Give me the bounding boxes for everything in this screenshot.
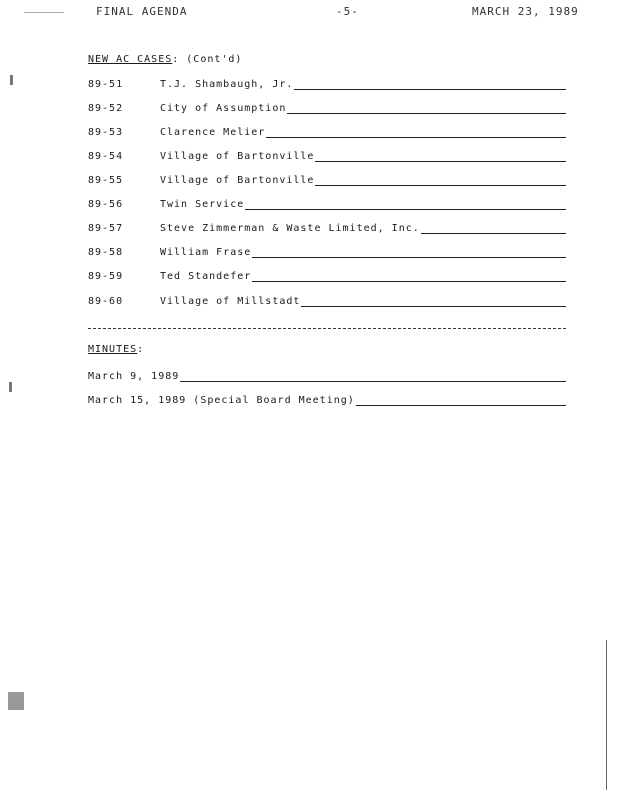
case-number: 89-54 <box>88 151 124 162</box>
blank-line <box>266 127 566 138</box>
blank-line <box>180 371 566 382</box>
minutes-heading-suffix: : <box>137 344 145 355</box>
header-date: MARCH 23, 1989 <box>472 5 579 18</box>
blank-line <box>294 79 566 90</box>
case-number: 89-52 <box>88 103 124 114</box>
new-ac-cases-heading-text: NEW AC CASES <box>88 54 173 65</box>
minutes-row <box>88 368 566 382</box>
case-row <box>88 271 566 285</box>
minutes-entry: March 9, 1989 <box>88 371 180 382</box>
blank-line <box>356 395 566 406</box>
case-name: Twin Service <box>160 199 245 210</box>
minutes-heading-text: MINUTES <box>88 344 138 355</box>
blank-line <box>287 103 566 114</box>
case-name: Clarence Melier <box>160 127 266 138</box>
case-name: T.J. Shambaugh, Jr. <box>160 79 294 90</box>
case-row <box>88 127 566 141</box>
scan-speck <box>10 75 13 85</box>
minutes-heading <box>88 344 144 355</box>
new-ac-cases-heading-suffix: : (Cont'd) <box>172 54 243 65</box>
new-ac-cases-heading <box>88 54 242 65</box>
section-divider <box>88 328 566 329</box>
case-name: Steve Zimmerman & Waste Limited, Inc. <box>160 223 420 234</box>
case-row <box>88 103 566 117</box>
blank-line <box>252 247 566 258</box>
scan-speck <box>8 692 24 710</box>
case-name: City of Assumption <box>160 103 287 114</box>
case-name: Village of Bartonville <box>160 175 315 186</box>
minutes-entry: March 15, 1989 (Special Board Meeting) <box>88 395 355 406</box>
case-number: 89-60 <box>88 296 124 307</box>
case-row <box>88 296 566 310</box>
scan-edge <box>606 640 607 790</box>
blank-line <box>421 223 566 234</box>
blank-line <box>245 199 566 210</box>
case-number: 89-51 <box>88 79 124 90</box>
case-name: Village of Millstadt <box>160 296 301 307</box>
scan-speck <box>24 12 64 13</box>
blank-line <box>315 151 566 162</box>
header-title: FINAL AGENDA <box>96 5 188 18</box>
case-number: 89-59 <box>88 271 124 282</box>
blank-line <box>252 271 566 282</box>
case-number: 89-56 <box>88 199 124 210</box>
blank-line <box>301 296 566 307</box>
blank-line <box>315 175 566 186</box>
case-row <box>88 175 566 189</box>
case-name: Ted Standefer <box>160 271 252 282</box>
case-row <box>88 79 566 93</box>
scan-speck <box>9 382 12 392</box>
case-row <box>88 199 566 213</box>
page-number: -5- <box>336 5 359 18</box>
case-number: 89-58 <box>88 247 124 258</box>
case-number: 89-57 <box>88 223 124 234</box>
case-row <box>88 247 566 261</box>
case-name: Village of Bartonville <box>160 151 315 162</box>
case-row <box>88 223 566 237</box>
case-number: 89-55 <box>88 175 124 186</box>
case-name: William Frase <box>160 247 252 258</box>
minutes-row <box>88 392 566 406</box>
case-number: 89-53 <box>88 127 124 138</box>
case-row <box>88 151 566 165</box>
